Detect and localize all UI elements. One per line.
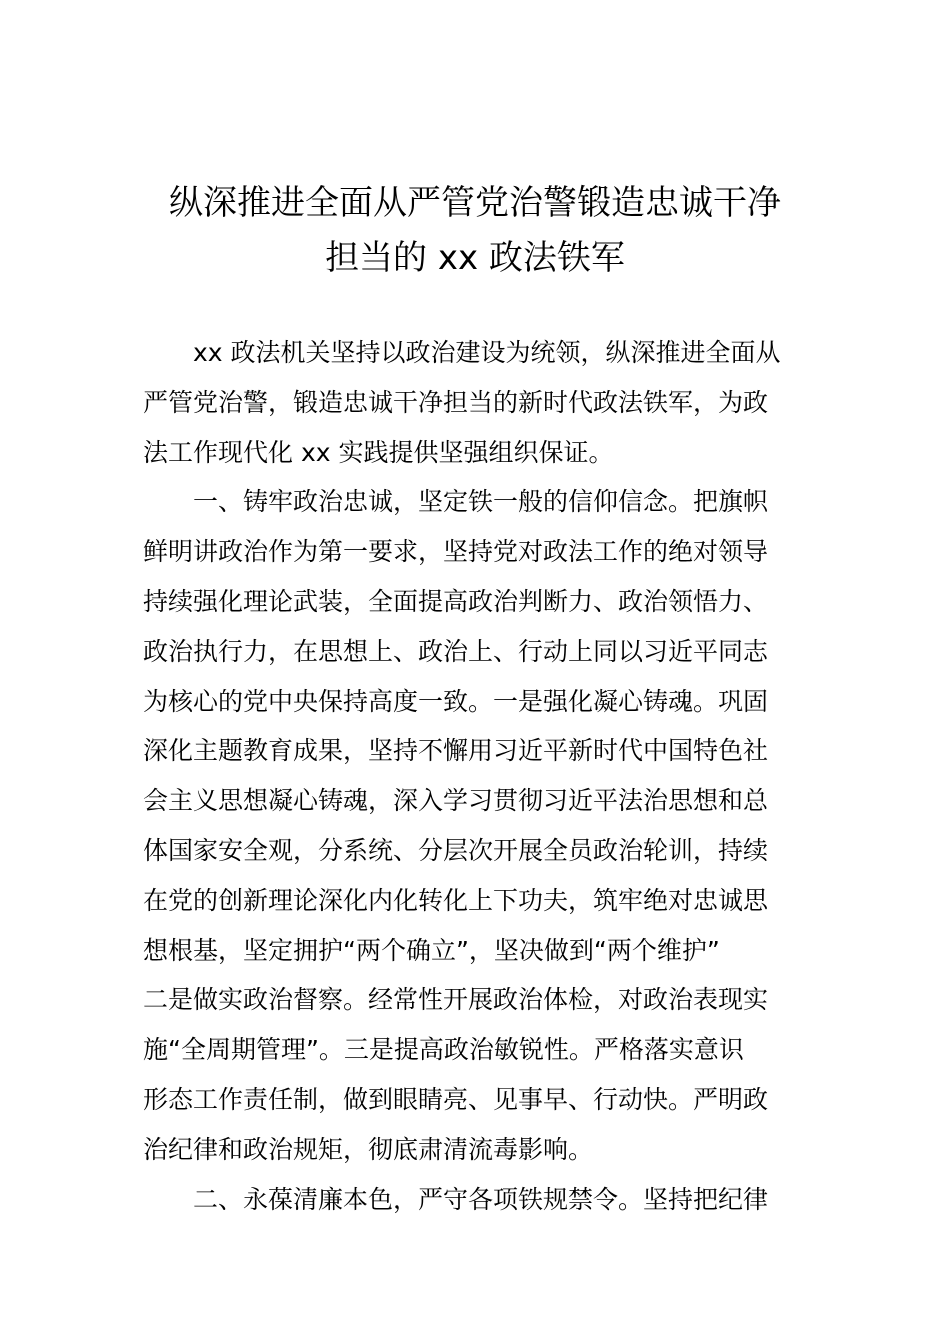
title-line: 担当的 xx 政法铁军: [325, 238, 625, 278]
paragraph-line: 会主义思想凝心铸魂，深入学习贯彻习近平法治思想和总: [143, 786, 769, 816]
paragraph-line: 深化主题教育成果，坚持不懈用习近平新时代中国特色社: [143, 736, 769, 766]
paragraph-line: 为核心的党中央保持高度一致。一是强化凝心铸魂。巩固: [143, 686, 769, 716]
paragraph-line: xx 政法机关坚持以政治建设为统领，纵深推进全面从: [193, 338, 781, 367]
paragraph-line: 政治执行力，在思想上、政治上、行动上同以习近平同志: [143, 636, 769, 666]
paragraph-line: 二是做实政治督察。经常性开展政治体检，对政治表现实: [143, 985, 769, 1015]
paragraph-line: 二、永葆清廉本色，严守各项铁规禁令。坚持把纪律: [193, 1184, 769, 1214]
paragraph-line: 一、铸牢政治忠诚，坚定铁一般的信仰信念。把旗帜: [193, 487, 769, 517]
paragraph-line: 体国家安全观，分系统、分层次开展全员政治轮训，持续: [143, 835, 769, 865]
paragraph-line: 施“全周期管理”。三是提高政治敏锐性。严格落实意识: [143, 1035, 744, 1065]
document-title: [120, 176, 830, 286]
paragraph-line: 形态工作责任制，做到眼睛亮、见事早、行动快。严明政: [143, 1084, 769, 1114]
title-line: 纵深推进全面从严管党治警锻造忠诚干净: [169, 183, 781, 223]
paragraph-line: 在党的创新理论深化内化转化上下功夫，筑牢绝对忠诚思: [143, 885, 769, 915]
document-body: [143, 328, 807, 1224]
paragraph-line: 想根基，坚定拥护“两个确立”，坚决做到“两个维护”: [143, 935, 720, 965]
paragraph-line: 法工作现代化 xx 实践提供坚强组织保证。: [143, 437, 614, 467]
paragraph-line: 治纪律和政治规矩，彻底肃清流毒影响。: [143, 1134, 594, 1164]
paragraph-line: 严管党治警，锻造忠诚干净担当的新时代政法铁军，为政: [143, 387, 769, 417]
paragraph-line: 持续强化理论武装，全面提高政治判断力、政治领悟力、: [143, 586, 769, 616]
paragraph-line: 鲜明讲政治作为第一要求，坚持党对政法工作的绝对领导: [143, 537, 769, 567]
